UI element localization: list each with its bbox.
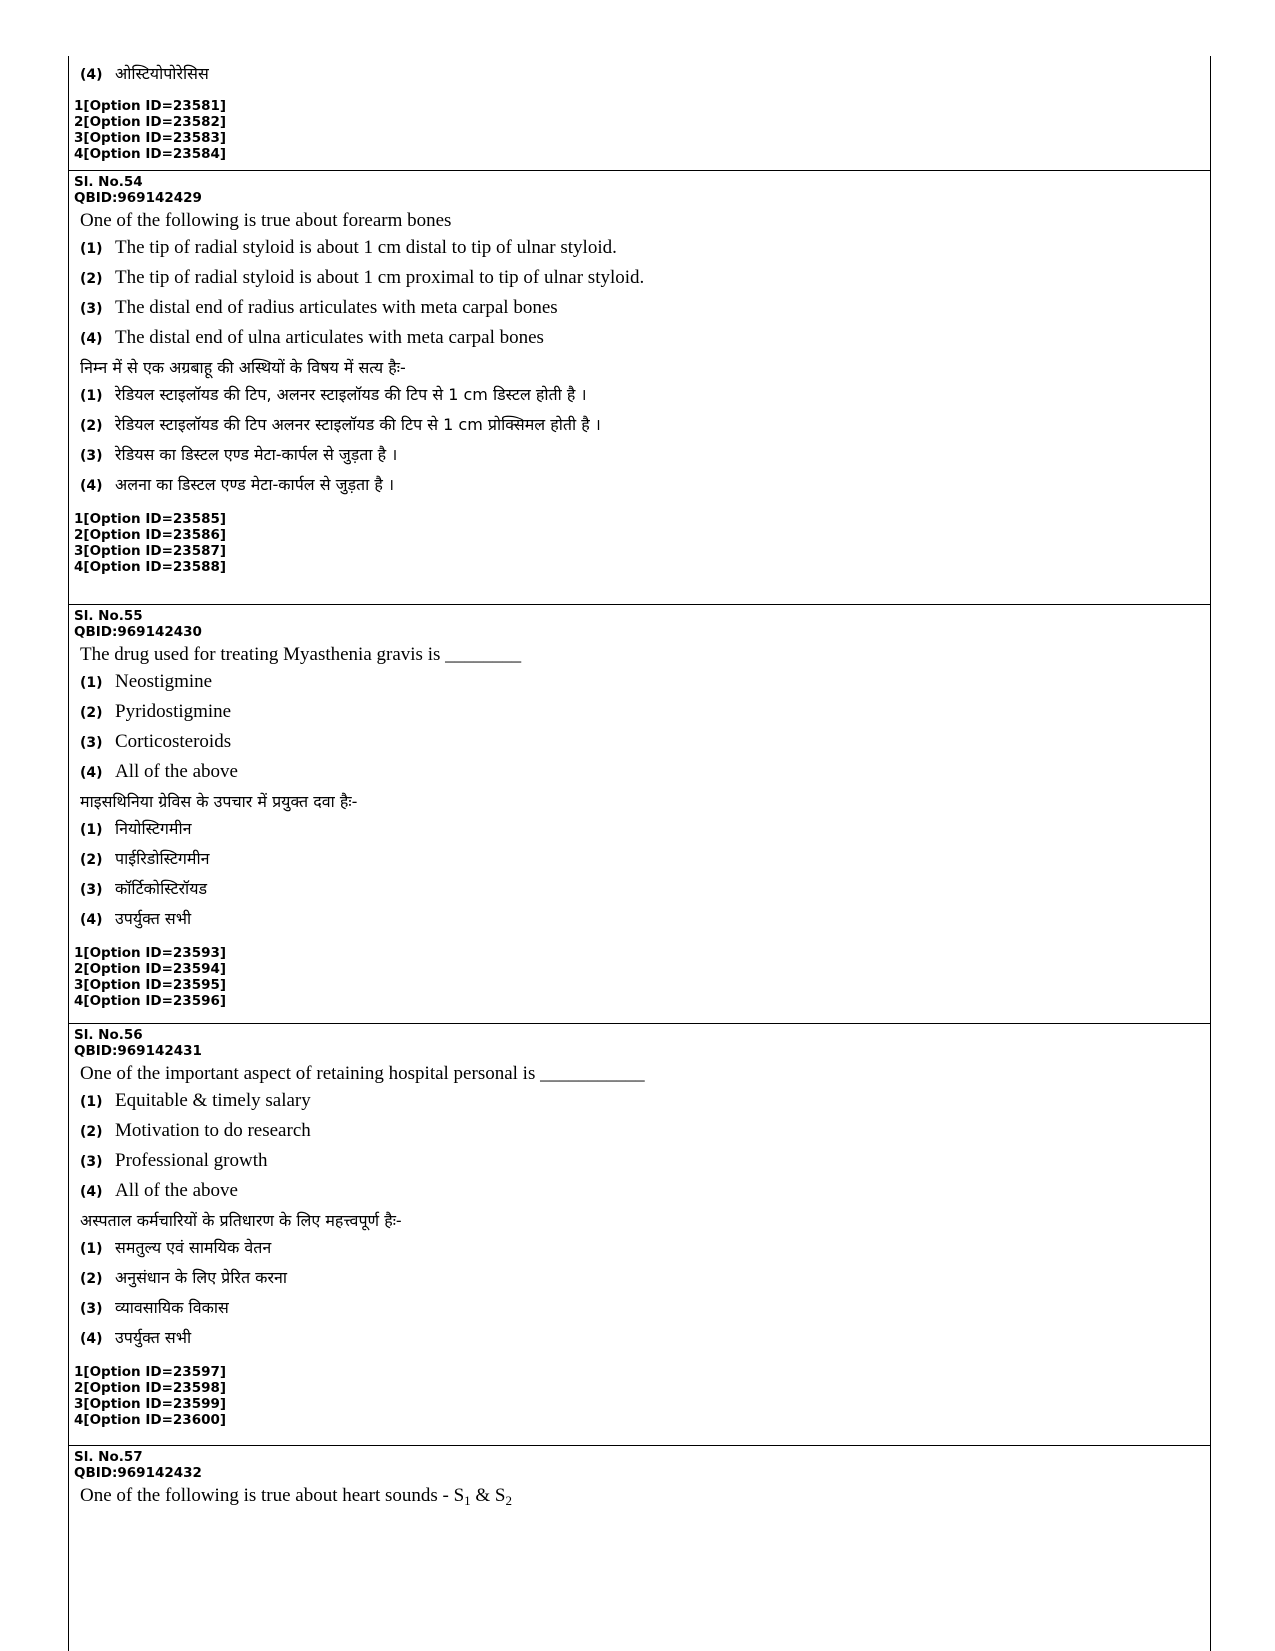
option-id: 4[Option ID=23584] bbox=[74, 146, 227, 162]
option-hi-3 bbox=[80, 877, 1206, 901]
qbid: QBID:969142432 bbox=[74, 1465, 202, 1481]
option-text: पाईरिडोस्टिगमीन bbox=[115, 849, 210, 868]
option-number: (2) bbox=[80, 418, 103, 434]
qbid: QBID:969142430 bbox=[74, 624, 202, 640]
option-hi-4 bbox=[80, 1326, 1206, 1350]
option-hi-3 bbox=[80, 443, 1206, 467]
option-text: Motivation to do research bbox=[115, 1120, 311, 1141]
option-text: All of the above bbox=[115, 1180, 238, 1201]
question-text-hi: माइसथिनिया ग्रेविस के उपचार में प्रयुक्त दवा हैः- bbox=[80, 792, 358, 811]
question-56 bbox=[69, 1024, 1210, 1446]
option-number: (4) bbox=[80, 67, 103, 83]
option-hi-3 bbox=[80, 1296, 1206, 1320]
question-paper-page bbox=[68, 56, 1211, 1651]
serial-number: Sl. No.57 bbox=[74, 1449, 143, 1465]
option-en-3 bbox=[80, 296, 1206, 320]
option-number: (2) bbox=[80, 705, 103, 721]
option-number: (3) bbox=[80, 882, 103, 898]
question-text-hi: अस्पताल कर्मचारियों के प्रतिधारण के लिए महत्त्वपूर्ण हैः- bbox=[80, 1211, 402, 1230]
option-text: Equitable & timely salary bbox=[115, 1090, 311, 1111]
option-en-1 bbox=[80, 670, 1206, 694]
option-text: समतुल्य एवं सामयिक वेतन bbox=[115, 1238, 272, 1257]
option-id: 3[Option ID=23599] bbox=[74, 1396, 227, 1412]
option-text: व्यावसायिक विकास bbox=[115, 1298, 229, 1317]
option-text: All of the above bbox=[115, 761, 238, 782]
option-number: (4) bbox=[80, 765, 103, 781]
serial-number: Sl. No.54 bbox=[74, 174, 143, 190]
option-en-4 bbox=[80, 326, 1206, 350]
subscript: 2 bbox=[505, 1493, 513, 1508]
question-text-en: One of the important aspect of retaining hospital personal is ___________ bbox=[80, 1063, 645, 1084]
option-hi-2 bbox=[80, 413, 1206, 437]
option-number: (1) bbox=[80, 241, 103, 257]
option-id-list bbox=[74, 98, 1206, 162]
question-54 bbox=[69, 171, 1210, 605]
option-number: (1) bbox=[80, 388, 103, 404]
option-hi-4 bbox=[80, 473, 1206, 497]
option-text: The distal end of ulna articulates with meta carpal bones bbox=[115, 327, 544, 348]
option-number: (1) bbox=[80, 1241, 103, 1257]
question-53-tail bbox=[69, 56, 1210, 171]
option-text: The distal end of radius articulates with meta carpal bones bbox=[115, 297, 558, 318]
question-text-en: One of the following is true about forearm bones bbox=[80, 210, 452, 231]
option-id: 4[Option ID=23600] bbox=[74, 1412, 227, 1428]
option-number: (4) bbox=[80, 331, 103, 347]
option-4 bbox=[80, 62, 1206, 86]
option-number: (4) bbox=[80, 478, 103, 494]
question-text-hi: निम्न में से एक अग्रबाहू की अस्थियों के विषय में सत्य हैः- bbox=[80, 358, 406, 377]
option-en-1 bbox=[80, 236, 1206, 260]
question-text-prefix: One of the following is true about heart sounds - S bbox=[80, 1485, 465, 1506]
question-text-joiner: & S bbox=[470, 1485, 506, 1506]
option-en-2 bbox=[80, 700, 1206, 724]
option-id-list bbox=[74, 945, 1206, 1009]
option-en-1 bbox=[80, 1089, 1206, 1113]
question-text-en: The drug used for treating Myasthenia gravis is ________ bbox=[80, 644, 522, 665]
option-id: 1[Option ID=23585] bbox=[74, 511, 227, 527]
option-hi-1 bbox=[80, 1236, 1206, 1260]
option-hi-2 bbox=[80, 847, 1206, 871]
option-id: 2[Option ID=23586] bbox=[74, 527, 227, 543]
option-number: (4) bbox=[80, 1184, 103, 1200]
option-number: (4) bbox=[80, 912, 103, 928]
option-id: 3[Option ID=23587] bbox=[74, 543, 227, 559]
option-id: 1[Option ID=23593] bbox=[74, 945, 227, 961]
option-number: (1) bbox=[80, 1094, 103, 1110]
question-55 bbox=[69, 605, 1210, 1024]
option-hi-2 bbox=[80, 1266, 1206, 1290]
option-en-3 bbox=[80, 730, 1206, 754]
question-57 bbox=[69, 1446, 1210, 1520]
option-text: उपर्युक्त सभी bbox=[115, 1328, 192, 1347]
option-id: 3[Option ID=23595] bbox=[74, 977, 227, 993]
option-text: अलना का डिस्टल एण्ड मेटा-कार्पल से जुड़ता है । bbox=[115, 475, 395, 494]
option-number: (1) bbox=[80, 822, 103, 838]
option-id: 4[Option ID=23588] bbox=[74, 559, 227, 575]
serial-number: Sl. No.55 bbox=[74, 608, 143, 624]
option-en-2 bbox=[80, 1119, 1206, 1143]
option-id: 3[Option ID=23583] bbox=[74, 130, 227, 146]
option-text: Pyridostigmine bbox=[115, 701, 232, 722]
option-id: 1[Option ID=23597] bbox=[74, 1364, 227, 1380]
option-number: (3) bbox=[80, 301, 103, 317]
option-id: 2[Option ID=23582] bbox=[74, 114, 227, 130]
option-text: उपर्युक्त सभी bbox=[115, 909, 192, 928]
option-number: (1) bbox=[80, 675, 103, 691]
qbid: QBID:969142431 bbox=[74, 1043, 202, 1059]
option-number: (2) bbox=[80, 1271, 103, 1287]
option-text: ओस्टियोपोरेसिस bbox=[115, 64, 209, 83]
question-text-en bbox=[74, 1484, 1206, 1513]
option-hi-1 bbox=[80, 383, 1206, 407]
option-number: (2) bbox=[80, 271, 103, 287]
option-en-3 bbox=[80, 1149, 1206, 1173]
option-text: Neostigmine bbox=[115, 671, 213, 692]
option-number: (2) bbox=[80, 852, 103, 868]
option-number: (4) bbox=[80, 1331, 103, 1347]
option-text: अनुसंधान के लिए प्रेरित करना bbox=[115, 1268, 288, 1287]
option-number: (3) bbox=[80, 448, 103, 464]
option-id-list bbox=[74, 511, 1206, 575]
option-number: (3) bbox=[80, 735, 103, 751]
option-text: Professional growth bbox=[115, 1150, 268, 1171]
option-text: कॉर्टिकोस्टिरॉयड bbox=[115, 879, 208, 898]
option-text: The tip of radial styloid is about 1 cm proximal to tip of ulnar styloid. bbox=[115, 267, 645, 288]
option-en-2 bbox=[80, 266, 1206, 290]
option-id: 4[Option ID=23596] bbox=[74, 993, 227, 1009]
option-id-list bbox=[74, 1364, 1206, 1428]
subscript: 1 bbox=[464, 1493, 471, 1508]
option-id: 2[Option ID=23594] bbox=[74, 961, 227, 977]
option-number: (2) bbox=[80, 1124, 103, 1140]
option-number: (3) bbox=[80, 1154, 103, 1170]
serial-number: Sl. No.56 bbox=[74, 1027, 143, 1043]
option-en-4 bbox=[80, 1179, 1206, 1203]
qbid: QBID:969142429 bbox=[74, 190, 202, 206]
option-en-4 bbox=[80, 760, 1206, 784]
option-id: 1[Option ID=23581] bbox=[74, 98, 227, 114]
option-text: नियोस्टिगमीन bbox=[115, 819, 192, 838]
option-hi-1 bbox=[80, 817, 1206, 841]
option-text: रेडियस का डिस्टल एण्ड मेटा-कार्पल से जुड़ता है । bbox=[115, 445, 398, 464]
option-id: 2[Option ID=23598] bbox=[74, 1380, 227, 1396]
option-number: (3) bbox=[80, 1301, 103, 1317]
option-text: रेडियल स्टाइलॉयड की टिप, अलनर स्टाइलॉयड की टिप से 1 cm डिस्टल होती है । bbox=[115, 385, 587, 404]
option-text: रेडियल स्टाइलॉयड की टिप अलनर स्टाइलॉयड की टिप से 1 cm प्रोक्सिमल होती है । bbox=[115, 415, 601, 434]
option-text: Corticosteroids bbox=[115, 731, 232, 752]
option-hi-4 bbox=[80, 907, 1206, 931]
option-text: The tip of radial styloid is about 1 cm distal to tip of ulnar styloid. bbox=[115, 237, 617, 258]
